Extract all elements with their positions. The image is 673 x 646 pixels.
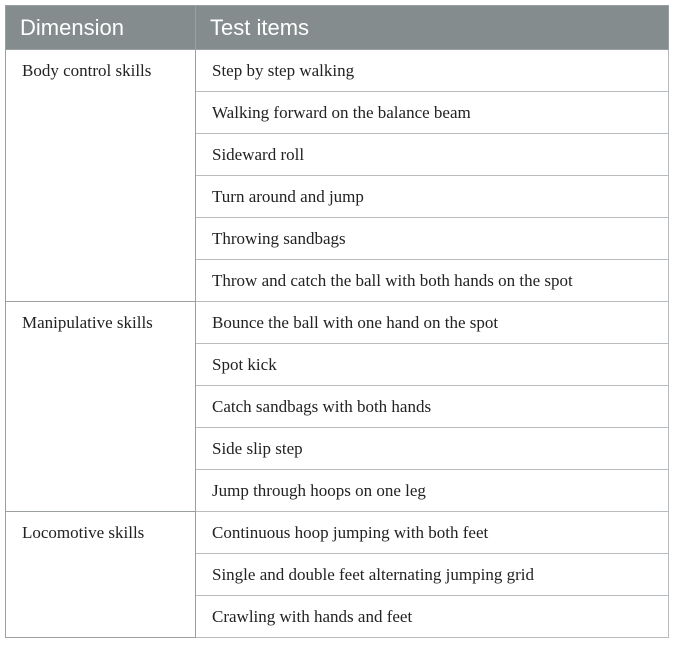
- test-item-cell: Continuous hoop jumping with both feet: [196, 512, 669, 554]
- dimension-cell: Locomotive skills: [6, 512, 196, 638]
- test-item-cell: Throwing sandbags: [196, 218, 669, 260]
- test-item-cell: Sideward roll: [196, 134, 669, 176]
- test-item-cell: Step by step walking: [196, 50, 669, 92]
- test-item-cell: Spot kick: [196, 344, 669, 386]
- test-item-cell: Single and double feet alternating jumping grid: [196, 554, 669, 596]
- test-item-cell: Catch sandbags with both hands: [196, 386, 669, 428]
- test-item-cell: Turn around and jump: [196, 176, 669, 218]
- test-item-cell: Throw and catch the ball with both hands on the spot: [196, 260, 669, 302]
- skills-table: [5, 5, 669, 638]
- test-item-cell: Walking forward on the balance beam: [196, 92, 669, 134]
- test-item-cell: Jump through hoops on one leg: [196, 470, 669, 512]
- dimension-cell: Body control skills: [6, 50, 196, 302]
- test-item-cell: Side slip step: [196, 428, 669, 470]
- header-dimension: Dimension: [6, 6, 196, 50]
- test-item-cell: Crawling with hands and feet: [196, 596, 669, 638]
- dimension-cell: Manipulative skills: [6, 302, 196, 512]
- test-item-cell: Bounce the ball with one hand on the spot: [196, 302, 669, 344]
- table-body: [6, 50, 669, 638]
- header-test-items: Test items: [196, 6, 669, 50]
- header-row: [6, 6, 669, 50]
- table-row: [6, 512, 669, 554]
- table-row: [6, 302, 669, 344]
- table-row: [6, 50, 669, 92]
